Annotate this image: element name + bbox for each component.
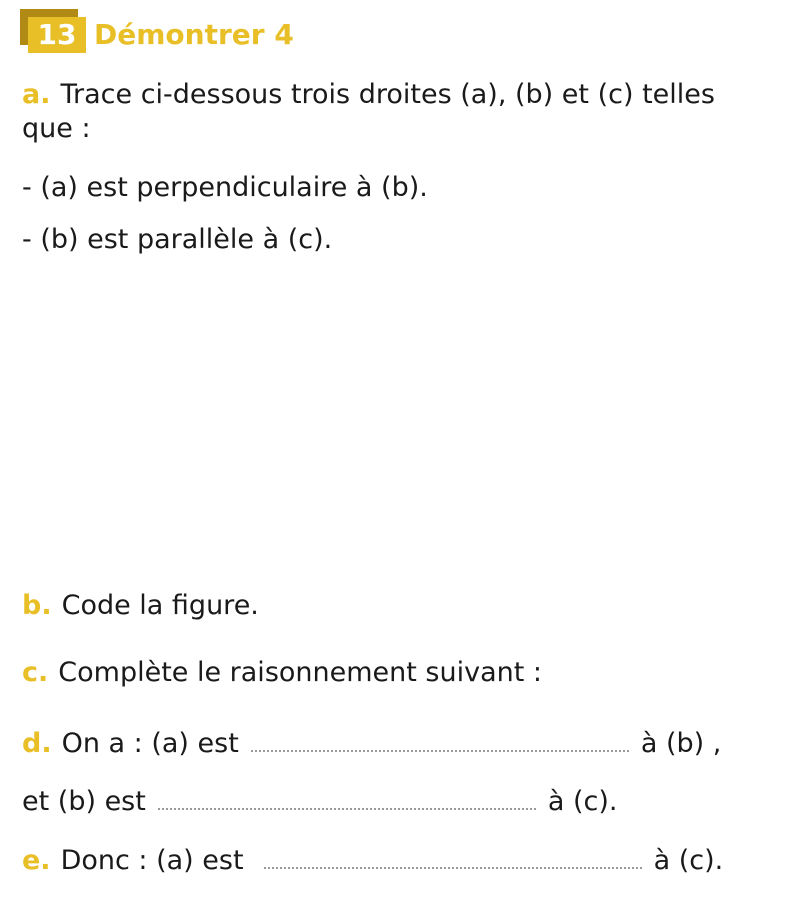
part-d-text3: et (b) est (22, 786, 146, 817)
part-c-letter: c. (22, 657, 49, 688)
part-d-text4: à (c). (547, 786, 618, 817)
part-d-letter: d. (22, 728, 52, 759)
part-d-text2: à (b) , (640, 728, 722, 759)
part-b (22, 589, 259, 623)
part-c-text: Complète le raisonnement suivant : (58, 657, 543, 688)
part-a-letter: a. (22, 79, 51, 110)
part-e (22, 844, 723, 878)
exercise-number: 13 (28, 17, 86, 53)
part-a-line1 (22, 78, 715, 112)
part-e-letter: e. (22, 845, 51, 876)
part-e-text2: à (c). (653, 845, 724, 876)
part-c (22, 656, 542, 690)
part-d-text1: On a : (a) est (61, 728, 239, 759)
part-a-text: Trace ci-dessous trois droites (a), (b) et (c) telles (60, 79, 715, 110)
exercise-title: Démontrer 4 (94, 17, 294, 51)
part-d-line1 (22, 727, 721, 761)
part-a-item2: - (b) est parallèle à (c). (22, 224, 333, 255)
answer-blank-1[interactable] (251, 744, 629, 752)
part-e-text1: Donc : (a) est (60, 845, 244, 876)
part-b-letter: b. (22, 590, 52, 621)
exercise-number-badge (20, 9, 86, 53)
answer-blank-2[interactable] (158, 802, 536, 810)
part-b-text: Code la figure. (61, 590, 259, 621)
drawing-area[interactable] (22, 265, 782, 575)
part-d-line2 (22, 785, 617, 819)
part-a-item1: - (a) est perpendiculaire à (b). (22, 172, 428, 203)
part-a-line2: que : (22, 113, 91, 144)
exercise-header (20, 9, 294, 53)
answer-blank-3[interactable] (264, 861, 642, 869)
